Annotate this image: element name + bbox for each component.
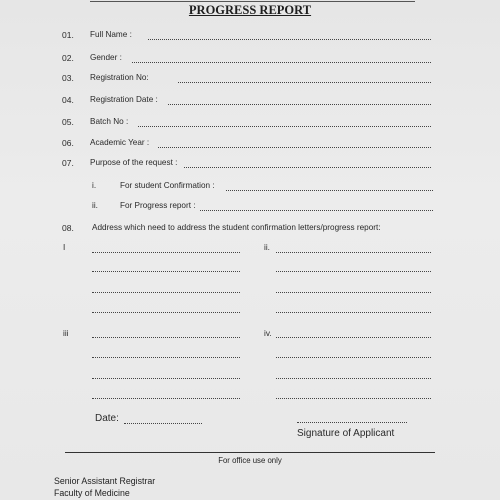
field-number: 07.	[62, 158, 74, 168]
date-field[interactable]	[124, 423, 202, 424]
address-4-line-2[interactable]	[276, 357, 431, 358]
registration-date-field[interactable]	[168, 104, 431, 105]
address-2-line-3[interactable]	[276, 292, 431, 293]
full-name-label: Full Name :	[90, 30, 132, 39]
address-3-line-1[interactable]	[92, 337, 240, 338]
address-4-line-4[interactable]	[276, 398, 431, 399]
address-2-line-1[interactable]	[276, 252, 431, 253]
field-number: 03.	[62, 73, 74, 83]
batch-no-field[interactable]	[138, 126, 431, 127]
field-number: 02.	[62, 53, 74, 63]
address-block-marker: ii.	[264, 243, 270, 252]
field-number: 04.	[62, 95, 74, 105]
signature-field[interactable]	[297, 422, 407, 423]
academic-year-label: Academic Year :	[90, 138, 150, 147]
address-1-line-2[interactable]	[92, 271, 240, 272]
office-divider	[65, 452, 435, 453]
address-1-line-4[interactable]	[92, 312, 240, 313]
gender-label: Gender :	[90, 53, 122, 62]
footer-registrar: Senior Assistant Registrar	[54, 476, 156, 486]
address-1-line-1[interactable]	[92, 252, 240, 253]
progress-report-field[interactable]	[200, 210, 433, 211]
signature-label: Signature of Applicant	[297, 428, 395, 439]
field-number: 06.	[62, 138, 74, 148]
date-label: Date:	[95, 413, 119, 424]
purpose-field[interactable]	[184, 167, 431, 168]
address-3-line-2[interactable]	[92, 357, 240, 358]
address-block-marker: iii	[63, 329, 69, 338]
field-number: 05.	[62, 117, 74, 127]
progress-report-label: For Progress report :	[120, 201, 196, 210]
registration-no-field[interactable]	[178, 82, 431, 83]
field-number: 01.	[62, 30, 74, 40]
page-title: PROGRESS REPORT	[188, 3, 312, 17]
purpose-label: Purpose of the request :	[90, 158, 178, 167]
address-block-marker: I	[63, 243, 66, 252]
address-label: Address which need to address the student confirmation letters/progress report:	[92, 223, 381, 232]
address-4-line-3[interactable]	[276, 378, 431, 379]
registration-no-label: Registration No:	[90, 73, 149, 82]
full-name-field[interactable]	[148, 39, 431, 40]
gender-field[interactable]	[132, 62, 431, 63]
student-confirmation-label: For student Confirmation :	[120, 181, 215, 190]
option-number: ii.	[92, 201, 98, 210]
address-block-marker: iv.	[264, 329, 272, 338]
office-use-label: For office use only	[218, 456, 282, 465]
address-3-line-3[interactable]	[92, 378, 240, 379]
top-rule	[90, 1, 415, 2]
academic-year-field[interactable]	[158, 147, 431, 148]
registration-date-label: Registration Date :	[90, 95, 158, 104]
student-confirmation-field[interactable]	[226, 190, 433, 191]
option-number: i.	[92, 181, 97, 190]
address-3-line-4[interactable]	[92, 398, 240, 399]
address-4-line-1[interactable]	[276, 337, 431, 338]
address-2-line-4[interactable]	[276, 312, 431, 313]
field-number: 08.	[62, 223, 74, 233]
address-2-line-2[interactable]	[276, 271, 431, 272]
address-1-line-3[interactable]	[92, 292, 240, 293]
footer-faculty: Faculty of Medicine	[54, 488, 130, 498]
batch-no-label: Batch No :	[90, 117, 129, 126]
